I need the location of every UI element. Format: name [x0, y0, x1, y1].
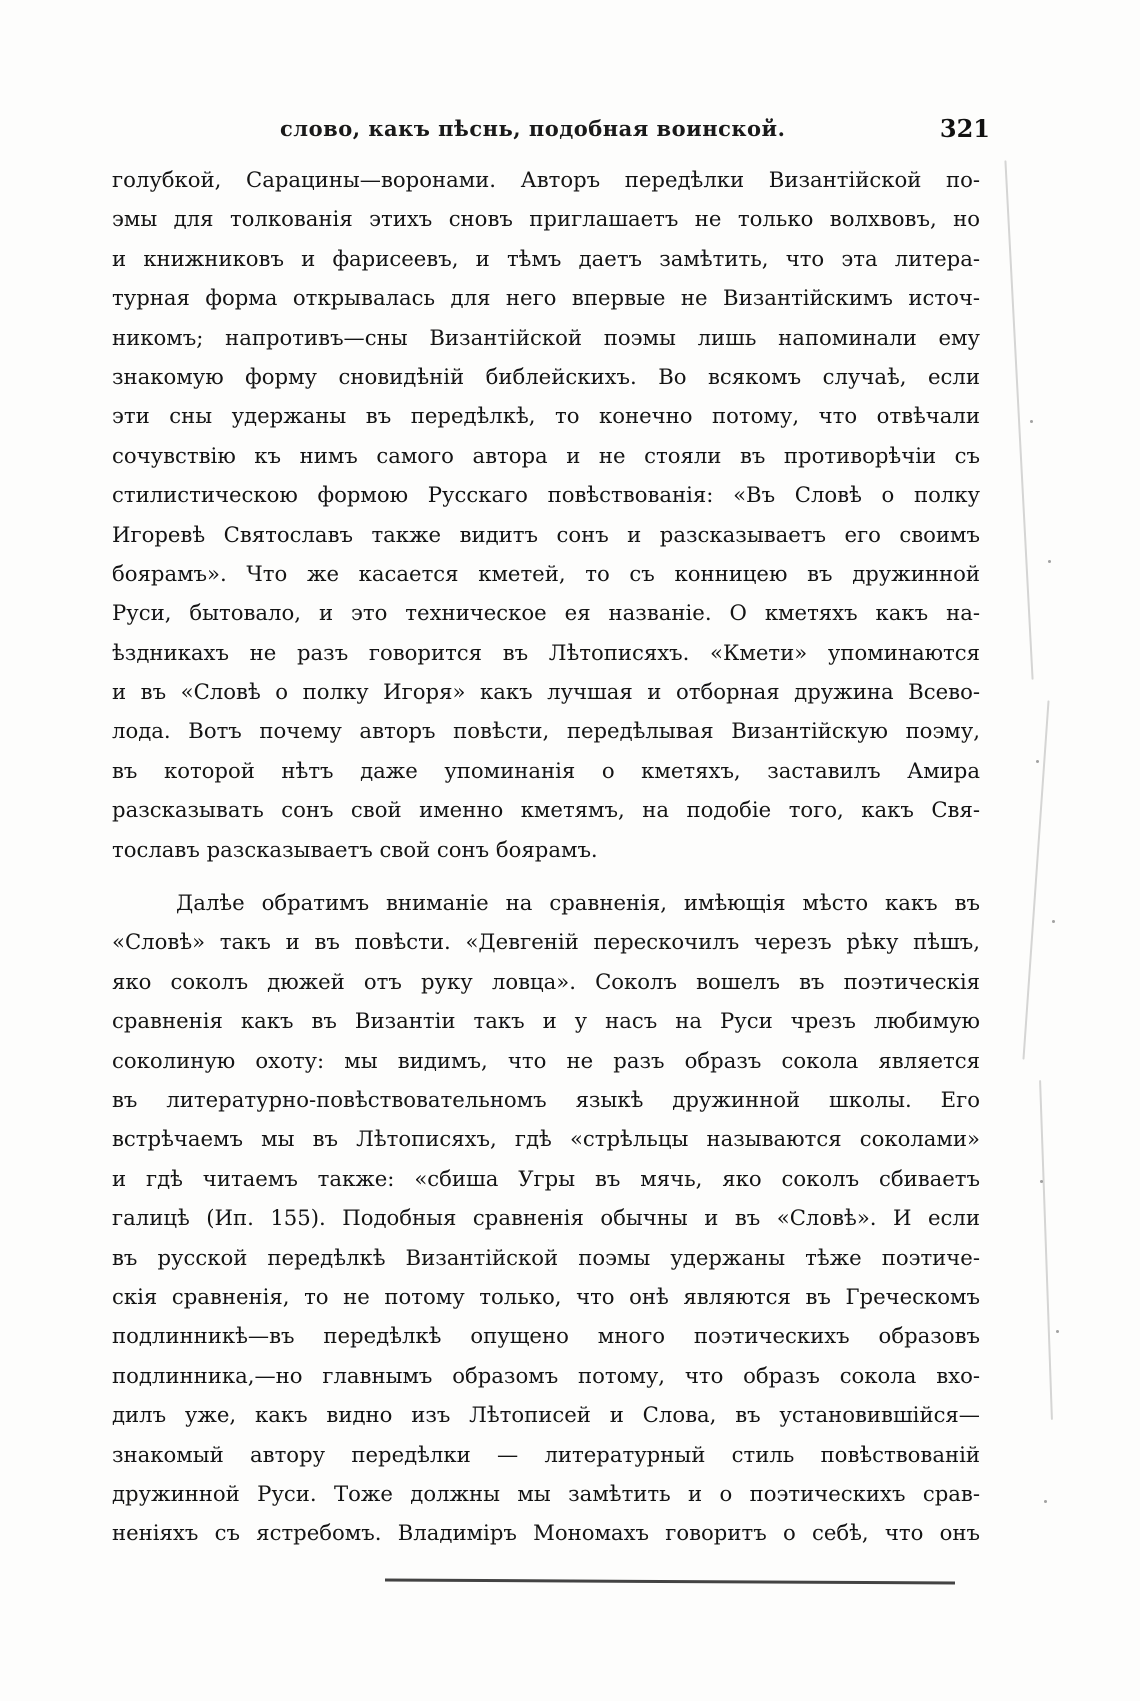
text-line: тославъ разсказываетъ свой сонъ боярамъ.	[112, 836, 598, 862]
page-number: 321	[939, 114, 990, 143]
text-line: разсказывать сонъ свой именно кметямъ, на подобіе того, какъ Свя-	[112, 797, 980, 823]
text-line: яко соколъ дюжей отъ руку ловца». Соколъ вошелъ въ поэтическія	[112, 968, 980, 994]
text-line: Игоревѣ Святославъ также видитъ сонъ и разсказываетъ его своимъ	[112, 521, 980, 547]
text-line: подлинника,—но главнымъ образомъ потому, что образъ сокола вхо-	[112, 1362, 980, 1388]
running-head	[110, 112, 990, 146]
margin-pencil-dot	[1056, 1330, 1059, 1333]
text-line: лода. Вотъ почему авторъ повѣсти, передѣлывая Византійскую поэму,	[112, 718, 980, 744]
text-line: Далѣе обратимъ вниманіе на сравненія, имѣющія мѣсто какъ въ	[176, 890, 980, 916]
text-line: и гдѣ читаемъ также: «сбиша Угры въ мячь, яко соколъ сбиваетъ	[112, 1165, 980, 1191]
margin-pencil-dot	[1048, 560, 1051, 563]
text-line: знакомую форму сновидѣній библейскихъ. Во всякомъ случаѣ, если	[112, 363, 980, 389]
margin-pencil-dot	[1052, 920, 1055, 923]
text-line: галицѣ (Ип. 155). Подобныя сравненія обычны и въ «Словѣ». И если	[112, 1205, 980, 1231]
text-line: эти сны удержаны въ передѣлкѣ, то конечно потому, что отвѣчали	[112, 403, 980, 429]
text-line: стилистическою формою Русскаго повѣствованія: «Въ Словѣ о полку	[112, 482, 980, 508]
text-line: Руси, бытовало, и это техническое ея названіе. О кметяхъ какъ на-	[112, 600, 980, 626]
margin-pencil-dot	[1044, 1500, 1047, 1503]
text-line: подлинникѣ—въ передѣлкѣ опущено много поэтическихъ образовъ	[112, 1323, 980, 1349]
text-line: боярамъ». Что же касается кметей, то съ конницею въ дружинной	[112, 560, 980, 586]
text-line: эмы для толкованія этихъ сновъ приглашаетъ не только волхвовъ, но	[112, 206, 980, 232]
margin-pencil-annotation	[1022, 700, 1049, 1059]
text-line: дружинной Руси. Тоже должны мы замѣтить и о поэтическихъ срав-	[112, 1480, 980, 1506]
text-line: скія сравненія, то не потому только, что онѣ являются въ Греческомъ	[112, 1283, 980, 1309]
ink-underline-mark	[385, 1579, 955, 1585]
margin-pencil-dot	[1040, 1180, 1043, 1183]
running-title: слово, какъ пѣснь, подобная воинской.	[280, 116, 786, 141]
margin-pencil-dot	[1036, 760, 1039, 763]
text-line: въ которой нѣтъ даже упоминанія о кметяхъ, заставилъ Амира	[112, 757, 980, 783]
margin-pencil-annotation	[1039, 1080, 1053, 1420]
text-line: ѣздникахъ не разъ говорится въ Лѣтописяхъ. «Кмети» упоминаются	[112, 639, 980, 665]
text-line: «Словѣ» такъ и въ повѣсти. «Девгеній перескочилъ черезъ рѣку пѣшъ,	[112, 929, 980, 955]
text-line: сравненія какъ въ Византіи такъ и у насъ на Руси чрезъ любимую	[112, 1008, 980, 1034]
text-line: турная форма открывалась для него впервые не Византійскимъ источ-	[112, 285, 980, 311]
text-line: никомъ; напротивъ—сны Византійской поэмы лишь напоминали ему	[112, 324, 980, 350]
text-line: соколиную охоту: мы видимъ, что не разъ образъ сокола является	[112, 1047, 980, 1073]
text-line: знакомый автору передѣлки — литературный стиль повѣствованій	[112, 1441, 980, 1467]
text-line: голубкой, Сарацины—воронами. Авторъ передѣлки Византійской по-	[112, 167, 980, 192]
text-line: и книжниковъ и фарисеевъ, и тѣмъ даетъ замѣтить, что эта литера-	[112, 245, 980, 271]
text-line: встрѣчаемъ мы въ Лѣтописяхъ, гдѣ «стрѣльцы называются соколами»	[112, 1126, 980, 1152]
text-line: неніяхъ съ ястребомъ. Владиміръ Мономахъ говоритъ о себѣ, что онъ	[112, 1520, 980, 1546]
text-line: и въ «Словѣ о полку Игоря» какъ лучшая и отборная дружина Всево-	[112, 679, 980, 705]
text-line: въ литературно-повѣствовательномъ языкѣ дружинной школы. Его	[112, 1086, 980, 1112]
text-line: сочувствію къ нимъ самого автора и не стояли въ противорѣчіи съ	[112, 442, 980, 468]
margin-pencil-dot	[1030, 420, 1033, 423]
text-line: дилъ уже, какъ видно изъ Лѣтописей и Слова, въ установившійся—	[112, 1402, 980, 1428]
body-text	[112, 160, 980, 1553]
text-line: въ русской передѣлкѣ Византійской поэмы удержаны тѣже поэтиче-	[112, 1244, 980, 1270]
